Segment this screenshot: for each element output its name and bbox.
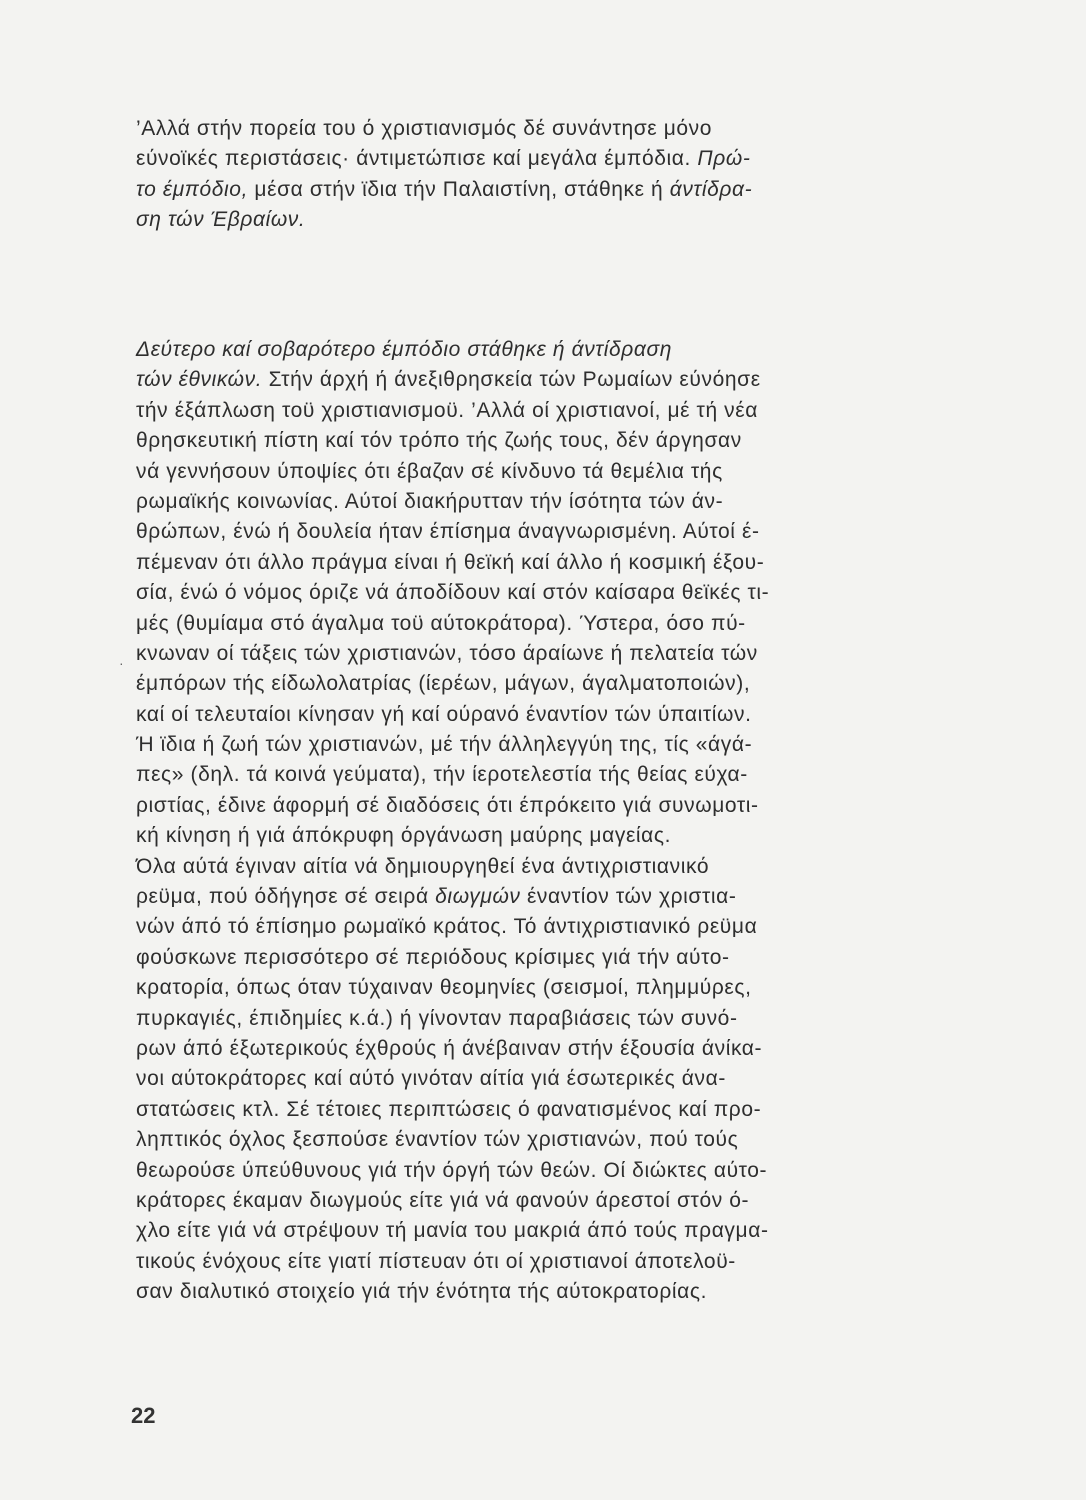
text-run: ρωμαϊκής κοινωνίας. Αύτοί διακήρυτταν τήν ίσότητα τών άν- — [136, 489, 724, 513]
text-line — [136, 578, 996, 608]
text-run: κρατορία, όπως όταν τύχαιναν θεομηνίες (σεισμοί, πλημμύρες, — [136, 976, 752, 1000]
text-run: Ή ϊδια ή ζωή τών χριστιανών, μέ τήν άλληλεγγύη της, τίς «άγά- — [136, 733, 753, 757]
text-run: πες» (δηλ. τά κοινά γεύματα), τήν ίεροτελεστία τής θείας εύχα- — [136, 763, 748, 787]
text-line — [136, 1125, 996, 1155]
text-line — [136, 639, 996, 669]
text-run: έμπόρων τής είδωλολατρίας (ίερέων, μάγων, άγαλματοποιών), — [136, 672, 751, 696]
text-line — [136, 365, 996, 395]
text-line — [136, 175, 996, 205]
text-run: ρων άπό έξωτερικούς έχθρούς ή άνέβαιναν στήν έξουσία άνίκα- — [136, 1036, 763, 1060]
text-run: ρεϋμα, πού όδήγησε σέ σειρά — [136, 885, 436, 909]
text-line — [136, 114, 996, 144]
paragraph-2 — [136, 335, 996, 1308]
text-line — [136, 760, 996, 790]
text-run: μές (θυμίαμα στό άγαλμα τοϋ αύτοκράτορα). Ύστερα, όσο πύ- — [136, 611, 746, 635]
text-line — [136, 335, 996, 365]
text-line — [136, 943, 996, 973]
text-line — [136, 1004, 996, 1034]
text-run: θεωρούσε ύπεύθυνους γιά τήν όργή τών θεών. Οί διώκτες αύτο- — [136, 1158, 768, 1182]
text-run: τήν έξάπλωση τοϋ χριστιανισμοϋ. ’Αλλά οί χριστιανοί, μέ τή νέα — [136, 398, 758, 422]
text-line — [136, 457, 996, 487]
text-run: κράτορες έκαμαν διωγμούς είτε γιά νά φανούν άρεστοί στόν ό- — [136, 1188, 750, 1212]
text-run: χλο είτε γιά νά στρέψουν τή μανία του μακριά άπό τούς πραγμα- — [136, 1219, 769, 1243]
italic-text: το έμπόδιο, — [136, 177, 248, 201]
text-run: κή κίνηση ή γιά άπόκρυφη όργάνωση μαύρης μαγείας. — [136, 824, 672, 848]
text-run: Όλα αύτά έγιναν αίτία νά δημιουργηθεί ένα άντιχριστιανικό — [136, 854, 710, 878]
text-run: ριστίας, έδινε άφορμή σέ διαδόσεις ότι έπρόκειτο γιά συνωμοτι- — [136, 793, 759, 817]
text-run: μέσα στήν ϊδια τήν Παλαιστίνη, στάθηκε ή — [248, 177, 670, 201]
text-line — [136, 396, 996, 426]
text-run: φούσκωνε περισσότερο σέ περιόδους κρίσιμες γιά τήν αύτο- — [136, 945, 730, 969]
text-run: νά γεννήσουν ύποψίες ότι έβαζαν σέ κίνδυνο τά θεμέλια τής — [136, 459, 723, 483]
text-run: έναντίον τών χριστια- — [520, 885, 737, 909]
text-run: εύνοϊκές περιστάσεις· άντιμετώπισε καί μεγάλα έμπόδια. — [136, 147, 698, 171]
italic-text: άντίδρα- — [669, 177, 753, 201]
text-line — [136, 205, 996, 235]
text-line — [136, 669, 996, 699]
text-line — [136, 882, 996, 912]
text-run: ’Αλλά στήν πορεία του ό χριστιανισμός δέ συνάντησε μόνο — [136, 117, 713, 140]
text-run: Στήν άρχή ή άνεξιθρησκεία τών Ρωμαίων εύνόησε — [262, 368, 761, 392]
text-line — [136, 1216, 996, 1246]
text-run: κνωναν οί τάξεις τών χριστιανών, τόσο άραίωνε ή πελατεία τών — [136, 641, 758, 665]
text-run: σαν διαλυτικό στοιχείο γιά τήν ένότητα τής αύτοκρατορίας. — [136, 1280, 708, 1304]
text-line — [136, 517, 996, 547]
text-line — [136, 1247, 996, 1277]
stray-mark: · — [119, 655, 124, 671]
text-line — [136, 1277, 996, 1307]
text-line — [136, 791, 996, 821]
text-line — [136, 1064, 996, 1094]
text-line — [136, 1095, 996, 1125]
text-line — [136, 700, 996, 730]
text-line — [136, 426, 996, 456]
text-run: ληπτικός όχλος ξεσπούσε έναντίον τών χριστιανών, πού τούς — [136, 1128, 739, 1152]
text-line — [136, 821, 996, 851]
text-line — [136, 487, 996, 517]
text-run: θρώπων, ένώ ή δουλεία ήταν έπίσημα άναγνωρισμένη. Αύτοί έ- — [136, 520, 760, 544]
italic-text: Πρώ- — [697, 147, 751, 171]
text-run: καί οί τελευταίοι κίνησαν γή καί ούρανό έναντίον τών ύπαιτίων. — [136, 702, 752, 726]
italic-text: ση τών Έβραίων. — [136, 208, 306, 232]
paragraph-1 — [136, 114, 996, 236]
text-run: πυρκαγιές, έπιδημίες κ.ά.) ή γίνονταν παραβιάσεις τών συνό- — [136, 1006, 738, 1030]
text-line — [136, 1186, 996, 1216]
text-run: σία, ένώ ό νόμος όριζε νά άποδίδουν καί στόν καίσαρα θεϊκές τι- — [136, 581, 770, 605]
text-run: νοι αύτοκράτορες καί αύτό γινόταν αίτία γιά έσωτερικές άνα- — [136, 1067, 726, 1091]
italic-text: τών έθνικών. — [136, 368, 263, 392]
text-line — [136, 548, 996, 578]
text-line — [136, 609, 996, 639]
text-run: τικούς ένόχους είτε γιατί πίστευαν ότι οί χριστιανοί άποτελοϋ- — [136, 1249, 736, 1273]
text-line — [136, 912, 996, 942]
text-line — [136, 973, 996, 1003]
text-line — [136, 730, 996, 760]
text-run: πέμεναν ότι άλλο πράγμα είναι ή θεϊκή καί άλλο ή κοσμική έξου- — [136, 550, 765, 574]
text-line — [136, 1156, 996, 1186]
text-line — [136, 1034, 996, 1064]
text-run: νών άπό τό έπίσημο ρωμαϊκό κράτος. Τό άντιχριστιανικό ρεϋμα — [136, 915, 758, 939]
text-line — [136, 144, 996, 174]
italic-text: διωγμών — [435, 885, 521, 909]
page-number: 22 — [131, 1403, 156, 1428]
italic-text: Δεύτερο καί σοβαρότερο έμπόδιο στάθηκε ή άντίδραση — [136, 338, 673, 361]
text-run: στατώσεις κτλ. Σέ τέτοιες περιπτώσεις ό φανατισμένος καί προ- — [136, 1097, 762, 1121]
text-line — [136, 852, 996, 882]
text-run: θρησκευτική πίστη καί τόν τρόπο τής ζωής τους, δέν άργησαν — [136, 429, 742, 453]
